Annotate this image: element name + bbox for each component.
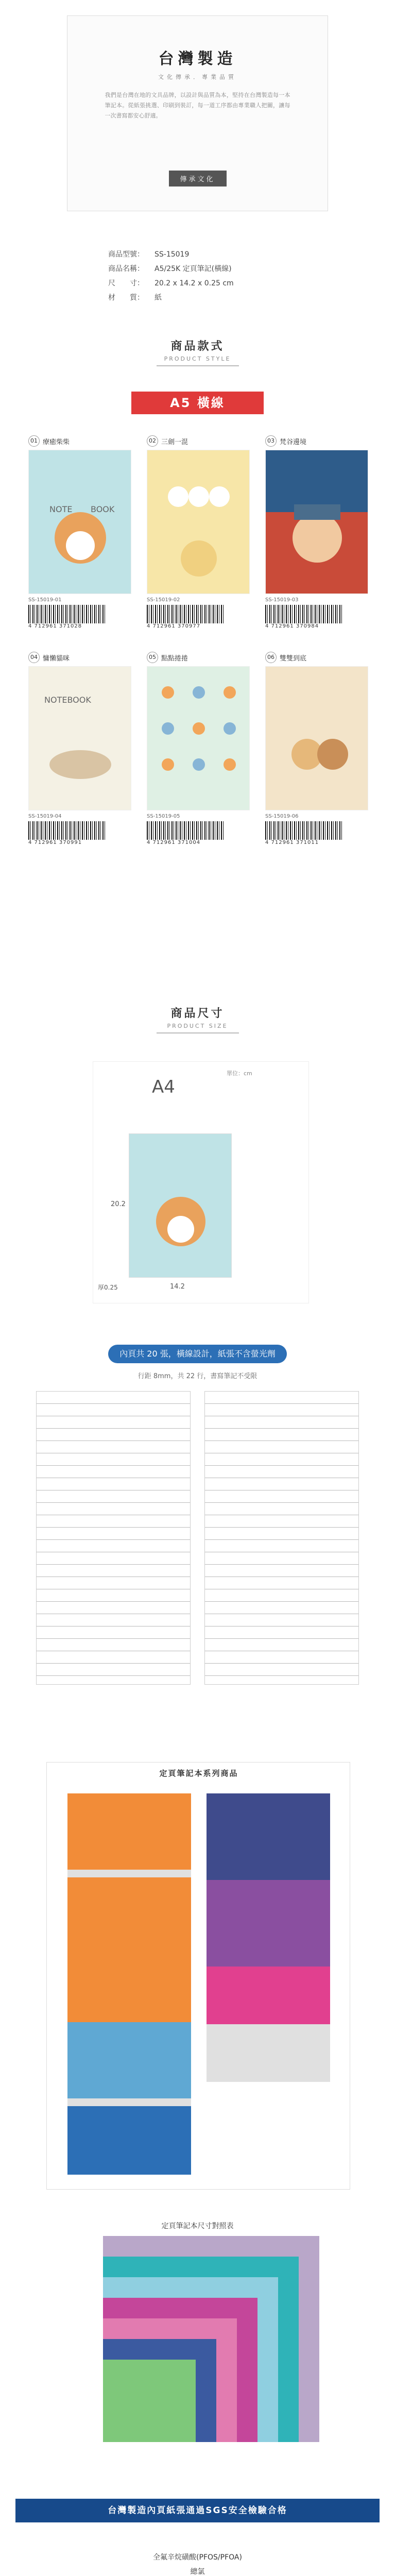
spec-value: A5/25K 定頁筆記(橫線) — [154, 265, 232, 273]
barcode-number: 4 712961 370977 — [147, 623, 201, 629]
section-divider — [157, 365, 239, 366]
product-code: SS-15019-01 — [28, 597, 62, 603]
product-card[interactable] — [28, 652, 131, 873]
product-label — [28, 435, 131, 447]
barcode — [28, 605, 106, 623]
barcode — [147, 605, 224, 623]
product-cover — [147, 450, 250, 594]
barcode — [28, 821, 106, 840]
made-in-taiwan-panel — [67, 15, 328, 211]
barcode-number: 4 712961 370984 — [265, 623, 319, 629]
product-number: 02 — [147, 435, 158, 447]
spec-row — [108, 247, 288, 262]
dots-pattern-illustration — [147, 667, 250, 810]
ruled-page-left — [36, 1391, 191, 1685]
product-label — [28, 652, 131, 663]
svg-text:NOTEBOOK: NOTEBOOK — [44, 695, 91, 705]
product-name: 雙雙到底 — [280, 654, 307, 663]
spec-key: 商品型號： — [108, 250, 144, 259]
spec-value: 20.2 x 14.2 x 0.25 cm — [154, 279, 234, 287]
series-title: 定頁筆記本系列商品 — [159, 1769, 238, 1778]
barcode-number: 4 712961 371028 — [28, 623, 82, 629]
size-compare-title: 定頁筆記本尺寸對照表 — [161, 2222, 234, 2230]
section-subtitle: PRODUCT SIZE — [167, 1023, 228, 1029]
barcode-number: 4 712961 371004 — [147, 840, 201, 845]
hero-paragraph: 我們是台灣在地的文具品牌，以設計與品質為本，堅持在台灣製造每一本筆記本。從紙張挑選、印刷到裝訂，每一道工序都由專業職人把關，讓每一次書寫都安心舒適。 — [105, 92, 290, 119]
size-rect — [103, 2360, 196, 2442]
product-code: SS-15019-06 — [265, 814, 299, 819]
lazy-cat-illustration — [29, 667, 131, 810]
product-code: SS-15019-05 — [147, 814, 180, 819]
series-right-column — [207, 1793, 330, 2082]
product-label — [147, 652, 250, 663]
sgs-test-item: 總氯 — [190, 2568, 205, 2576]
hero-title: 台灣製造 — [158, 50, 237, 68]
sgs-test-list — [0, 2550, 395, 2576]
ruled-a5-tag: A5 橫線 — [131, 392, 264, 414]
spec-row — [108, 291, 288, 305]
spec-key: 尺 寸： — [108, 279, 144, 287]
spec-row — [108, 276, 288, 291]
section-product-size — [0, 1005, 395, 1033]
spec-value: SS-15019 — [154, 250, 190, 259]
product-name: 點點捲捲 — [161, 654, 188, 663]
product-number: 01 — [28, 435, 40, 447]
section-title: 商品尺寸 — [170, 1007, 225, 1020]
size-width: 14.2 — [170, 1283, 185, 1291]
spec-key: 商品名稱： — [108, 265, 144, 273]
product-number: 06 — [265, 652, 277, 663]
product-code: SS-15019-03 — [265, 597, 299, 603]
product-cover — [265, 666, 368, 810]
product-number: 03 — [265, 435, 277, 447]
inner-page-pill: 內頁共 20 張，橫線設計，紙張不含螢光劑 — [108, 1345, 287, 1363]
spec-key: 材 質： — [108, 294, 144, 302]
size-unit: 單位：cm — [227, 1070, 252, 1077]
svg-text:BOOK: BOOK — [91, 504, 115, 514]
product-card[interactable] — [147, 652, 250, 873]
product-cover — [28, 666, 131, 810]
product-card[interactable] — [28, 435, 131, 657]
barcode — [265, 821, 342, 840]
section-product-style — [0, 337, 395, 366]
product-cover — [147, 666, 250, 810]
product-code: SS-15019-02 — [147, 597, 180, 603]
hero-subtitle: 文化傳承．專業品質 — [158, 74, 237, 80]
product-cover — [265, 450, 368, 594]
product-label — [265, 435, 368, 447]
product-card[interactable] — [147, 435, 250, 657]
product-code: SS-15019-04 — [28, 814, 62, 819]
barcode-number: 4 712961 370991 — [28, 840, 82, 845]
product-card[interactable] — [265, 652, 368, 873]
product-label — [147, 435, 250, 447]
spec-list — [108, 247, 288, 305]
barcode — [265, 605, 342, 623]
spec-row — [108, 262, 288, 276]
van-gogh-illustration — [266, 450, 368, 594]
series-left-column — [67, 1793, 191, 2175]
product-label — [265, 652, 368, 663]
product-cover — [28, 450, 131, 594]
size-compare-chart — [103, 2236, 319, 2442]
series-product-table — [46, 1762, 350, 2190]
product-name: 療癒柴柴 — [43, 438, 70, 446]
shiba-illustration — [29, 450, 131, 594]
shiba-illustration — [129, 1134, 232, 1278]
inner-page-note: 行距 8mm，共 22 行，書寫筆記不受限 — [138, 1372, 257, 1380]
section-title: 商品款式 — [170, 340, 225, 353]
product-name: 三劍一混 — [161, 438, 188, 446]
ruled-page-right — [204, 1391, 359, 1685]
product-name: 梵谷邊境 — [280, 438, 307, 446]
section-subtitle: PRODUCT STYLE — [164, 355, 231, 362]
notebook-size-preview — [129, 1133, 232, 1278]
section-divider — [157, 1032, 239, 1033]
product-number: 05 — [147, 652, 158, 663]
size-depth: 厚0.25 — [98, 1284, 118, 1291]
spec-value: 紙 — [154, 294, 162, 302]
hero-badge: 傳承文化 — [168, 171, 226, 187]
product-card[interactable] — [265, 435, 368, 657]
couple-illustration — [266, 667, 368, 810]
barcode — [147, 821, 224, 840]
sgs-test-item: 全氟辛烷磺酸(PFOS/PFOA) — [153, 2553, 242, 2562]
cat-trio-illustration — [147, 450, 250, 594]
size-height: 20.2 — [111, 1200, 126, 1208]
product-number: 04 — [28, 652, 40, 663]
svg-text:NOTE: NOTE — [49, 504, 73, 514]
barcode-number: 4 712961 371011 — [265, 840, 319, 845]
product-name: 慵懶貓咪 — [43, 654, 70, 663]
sgs-band: 台灣製造內頁紙張通過SGS安全檢驗合格 — [15, 2499, 380, 2522]
a4-label: A4 — [152, 1077, 175, 1097]
